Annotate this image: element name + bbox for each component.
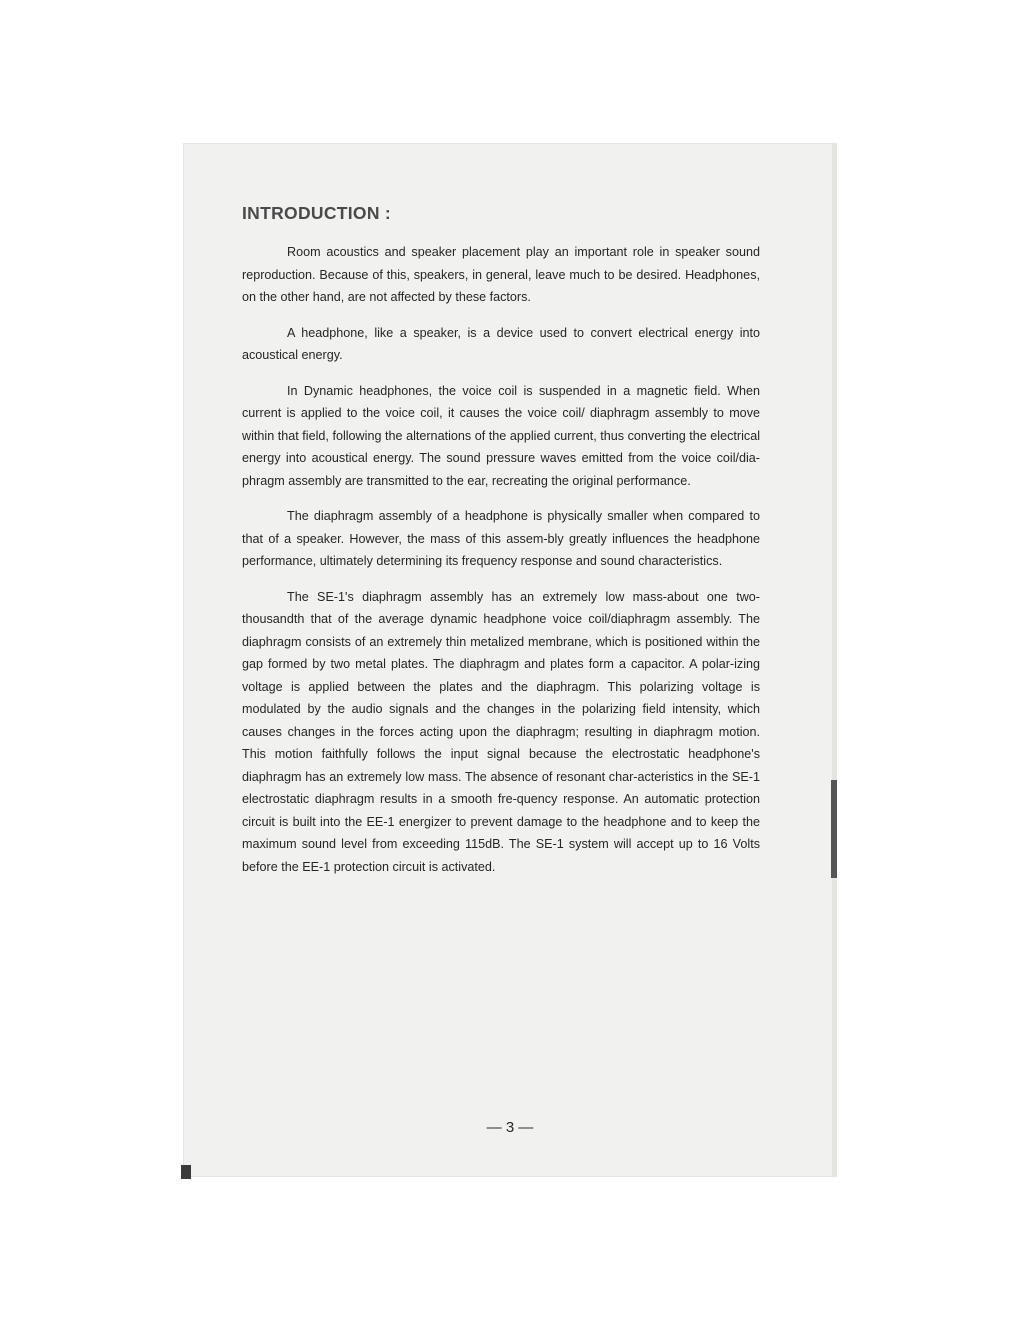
corner-mark <box>181 1165 191 1179</box>
paragraph-se1-diaphragm: The SE-1's diaphragm assembly has an extremely low mass-about one two-thousandth that of the average dynamic headphone voice coil/diaphragm assembly. The diaphragm consists of an extremely thin metalized membrane, which is positioned within the gap formed by two metal plates. The diaphragm and plates form a capacitor. A polar-izing voltage is applied between the plates and the diaphragm. This polarizing voltage is modulated by the audio signals and the changes in the polarizing field intensity, which causes changes in the forces acting upon the diaphragm; resulting in diaphragm motion. This motion faithfully follows the input signal because the electrostatic headphone's diaphragm has an extremely low mass. The absence of resonant char-acteristics in the SE-1 electrostatic diaphragm results in a smooth fre-quency response. An automatic protection circuit is built into the EE-1 energizer to prevent damage to the headphone and to keep the maximum sound level from exceeding 115dB. The SE-1 system will accept up to 16 Volts before the EE-1 protection circuit is activated. <box>242 589 760 874</box>
paragraph-dynamic-headphones: In Dynamic headphones, the voice coil is suspended in a magnetic field. When current is applied to the voice coil, it causes the voice coil/ diaphragm assembly to move within that field, following the alternations of the applied current, thus converting the electrical energy into acoustical energy. The sound pressure waves emitted from the voice coil/dia-phragm assembly are transmitted to the ear, recreating the original performance. <box>242 383 760 488</box>
section-heading: INTRODUCTION : <box>242 203 392 223</box>
page-number: — 3 — <box>486 1119 534 1136</box>
paragraph-diaphragm-assembly: The diaphragm assembly of a headphone is physically smaller when compared to that of a speaker. However, the mass of this assem-bly greatly influences the headphone performance, ultimately determining its frequency response and sound characteristics. <box>242 509 760 568</box>
page-right-edge <box>832 143 837 1177</box>
document-body <box>242 201 760 891</box>
paragraph-room-acoustics: Room acoustics and speaker placement play an important role in speaker sound reproduction. Because of this, speakers, in general, leave much to be desired. Headphones, on the other hand, are not affected by these factors. <box>242 245 760 304</box>
paragraph-headphone-definition: A headphone, like a speaker, is a device used to convert electrical energy into acoustical energy. <box>242 325 760 362</box>
edge-tab-mark <box>831 780 837 878</box>
